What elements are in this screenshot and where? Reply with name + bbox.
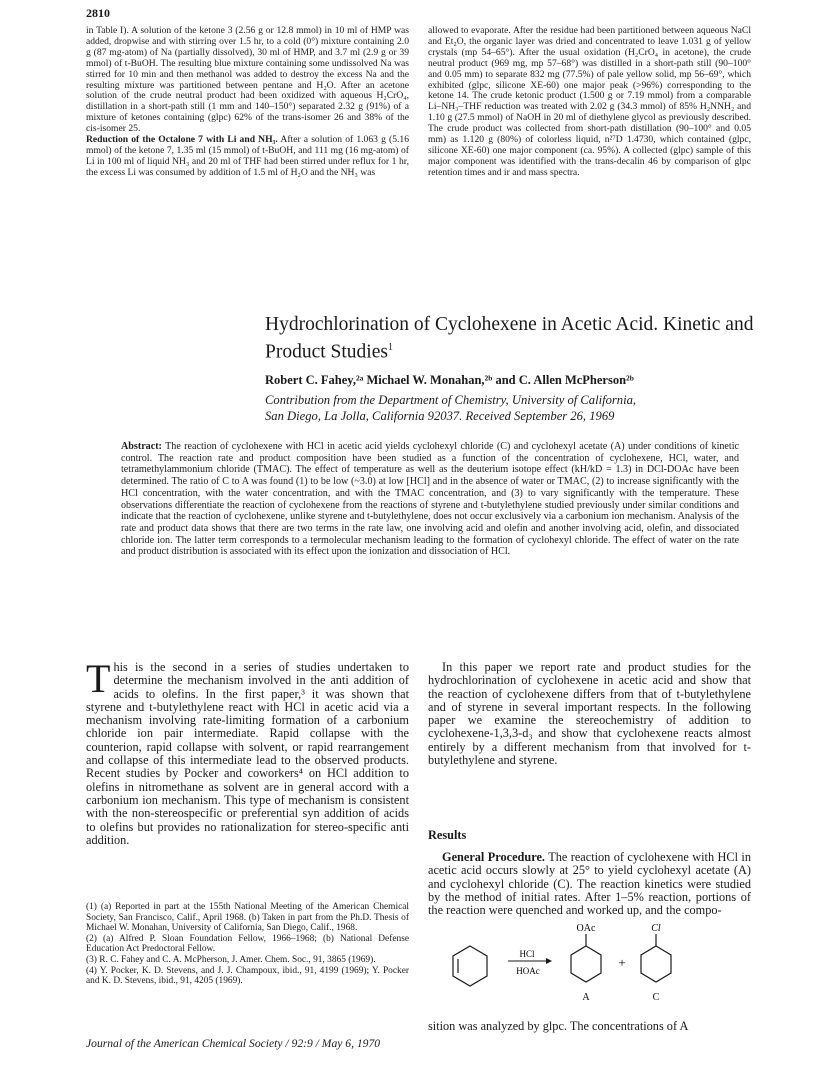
cyclohexene-structure [453,946,487,986]
page-number: 2810 [86,6,110,20]
reagent-hoac: HOAc [516,966,540,976]
drop-cap: T [86,656,111,701]
article-title [265,313,755,364]
cyclohexyl-chloride-structure [641,934,671,982]
paragraph-text: After a solution of 1.063 g (5.16 mmol) of the ketone 7, 1.35 ml (15 mmol) of t-BuOH, and 111 mg (16 mg-atom) of Li in 100 ml of liquid NH₃ and 20 ml of THF had been stirred under reflux for 1 hr, the excess Li was consumed by addition of 1.5 ml of H₂O and the NH₃ was [86,134,409,178]
experimental-paragraph-3: allowed to evaporate. After the residue had been partitioned between aqueous NaCl and Et₂O, the organic layer was dried and concentrated to leave 1.031 g of yellow crystals (mp 54–65°). After the usual oxidation (H₂CrO₄ in acetone), the crude neutral product (969 mg, mp 57–68°) was distilled in a short-path still (90–100° and 0.05 mm) to separate 832 mg (77.5%) of pale yellow solid, mp 56–69°, which exhibited (glpc, silicone XE-60) one major peak (>96%) corresponding to the ketone 14. The crude ketonic product (1.500 g or 7.19 mmol) from a comparable Li–NH₃–THF reduction was treated with 2.02 g (34.3 mmol) of 85% H₂NNH₂ and 1.10 g (27.5 mmol) of NaOH in 20 ml of diethylene glycol as previously described. The crude product was collected from short-path distillation (90–100° and 0.05 mm) as 1.120 g (80%) of colorless liquid, n²⁷D 1.4730, which contained (glpc, silicone XE-60) one major component (ca. 95%). A collected (glpc) sample of this major component was identified with the trans-decalin 46 by comparison of glpc retention times and ir and mass spectra. [428,25,751,178]
section-heading-results: Results [428,828,467,842]
plus-sign: + [618,955,626,970]
footnote: (1) (a) Reported in part at the 155th National Meeting of the American Chemical Society, San Francisco, Calif., April 1968. (b) Taken in part from the Ph.D. Thesis of Michael W. Monahan, University of California, San Diego, Calif., 1968. [86,902,409,934]
results-column [428,851,751,917]
title-footnote-mark: 1 [387,342,393,353]
label-c: C [652,992,660,1003]
label-a: A [582,992,590,1003]
runin-heading-general-procedure: General Procedure. [442,850,546,864]
intro-left-column [86,656,409,847]
reaction-scheme [440,918,730,1020]
intro-paragraph: his is the second in a series of studies undertaken to determine the mechanism involved in the anti addition of acids to olefins. In the first paper,³ it was shown that styrene and t-butylethylene react with HCl in acetic acid via a mechanism involving rate-limiting formation of a carbonium chloride ion pair intermediate. Rapid collapse with the counterion, rapid collapse with solvent, or rapid rearrangement and collapse of this intermediate lead to the observed products. Recent studies by Pocker and coworkers⁴ on HCl addition to olefins in nitromethane as solvent are in general accord with a carbonium ion mechanism. This type of mechanism is consistent with the non-stereospecific or preferential syn addition of acids to olefins but provides no rationalization for stereo-specific anti addition. [86,660,409,847]
affiliation [265,393,755,424]
substituent-cl: Cl [651,923,661,934]
runin-heading: Reduction of the Octalone 7 with Li and NH₃. [86,134,278,146]
results-continuation: sition was analyzed by glpc. The concentrations of A [428,1019,689,1033]
footnote: (2) (a) Alfred P. Sloan Foundation Fellow, 1966–1968; (b) National Defense Education Act Predoctoral Fellow. [86,933,409,955]
affiliation-line-2: San Diego, La Jolla, California 92037. Received September 26, 1969 [265,408,615,423]
title-line-2: Product Studies [265,341,388,363]
title-line-1: Hydrochlorination of Cyclohexene in Acetic Acid. Kinetic and [265,314,754,335]
author-list: Robert C. Fahey,²ᵃ Michael W. Monahan,²ᵇ and C. Allen McPherson²ᵇ [265,373,634,387]
results-paragraph: The reaction of cyclohexene with HCl in acetic acid occurs slowly at 25° to yield cyclohexyl acetate (A) and cyclohexyl chloride (C). The reaction kinetics were studied by the method of initial rates. After 1–5% reaction, portions of the reaction were quenched and worked up, and the compo- [428,850,751,918]
experimental-paragraph-2 [86,135,409,179]
experimental-paragraph: in Table I). A solution of the ketone 3 (2.56 g or 12.8 mmol) in 10 ml of HMP was added, dropwise and with stirring over 1.5 hr, to a cold (0°) mixture containing 2.0 g (87 mg-atom) of Na (partially dissolved), 30 ml of HMP, and 3.7 ml (2.9 g or 39 mmol) of t-BuOH. The resulting blue mixture containing some undissolved Na was stirred for 10 min and then methanol was added to destroy the excess Na and the resulting mixture was partitioned between pentane and H₂O. After an acetone solution of the crude neutral product had been oxidized with aqueous H₂CrO₄, distillation in a short-path still (1 mm and 140–150°) separated 2.32 g (91%) of a mixture of ketones containing (glpc) 62% of the trans-isomer 26 and 38% of the cis-isomer 25. [86,25,409,135]
experimental-left-column [86,26,409,179]
journal-footer: Journal of the American Chemical Society / 92:9 / May 6, 1970 [86,1037,381,1050]
footnote: (4) Y. Pocker, K. D. Stevens, and J. J. Champoux, ibid., 91, 4199 (1969); Y. Pocker and K. D. Stevens, ibid., 91, 4205 (1969). [86,965,409,987]
footnote: (3) R. C. Fahey and C. A. McPherson, J. Amer. Chem. Soc., 91, 3865 (1969). [86,954,376,965]
substituent-oac: OAc [576,923,596,934]
footnotes [86,902,409,987]
abstract [121,441,739,558]
abstract-text: The reaction of cyclohexene with HCl in acetic acid yields cyclohexyl chloride (C) and cyclohexyl acetate (A) under conditions of kinetic control. The reaction rate and product composition have been studied as a function of the concentration of cyclohexene, HCl, water, and tetramethylammonium chloride (TMAC). The effect of temperature as well as the deuterium isotope effect (kH/kD = 1.3) in DCl-DOAc have been determined. The ratio of C to A was found (1) to be low (~3.0) at low [HCl] and in the absence of water or TMAC, (2) to increase significantly with the HCl concentration, with the water concentration, and with the TMAC concentration, and (3) to vary significantly with the temperature. These observations differentiate the reaction of cyclohexene from the reactions of styrene and t-butylethylene studied previously under similar conditions and indicate that the reaction of cyclohexene, unlike styrene and t-butylethylene, does not occur exclusively via a carbonium ion mechanism. Analysis of the rate and product data shows that there are two terms in the rate law, one involving acid and olefin and another involving acid, olefin, and dissociated chloride ion. The latter term corresponds to a termolecular mechanism leading to the formation of cyclohexyl chloride. The effect of water on the rate and product distribution is associated with its effect upon the ionization and dissociation of HCl. [121,441,739,558]
reagent-hcl: HCl [519,949,535,959]
intro-paragraph-2: In this paper we report rate and product studies for the hydrochlorination of cyclohexene in acetic acid and show that the reaction of cyclohexene differs from that of t-butylethylene and of styrene in several important respects. In the following paper we examine the stereochemistry of addition to cyclohexene-1,3,3-d₃ and show that cyclohexene reacts almost entirely by a different mechanism from that involved for t-butylethylene and styrene. [428,660,751,768]
experimental-right-column [428,26,751,179]
intro-right-column [428,661,751,767]
arrow-head [546,958,552,964]
affiliation-line-1: Contribution from the Department of Chemistry, University of California, [265,393,637,407]
cyclohexyl-acetate-structure [571,934,601,982]
abstract-label: Abstract: [121,441,162,452]
